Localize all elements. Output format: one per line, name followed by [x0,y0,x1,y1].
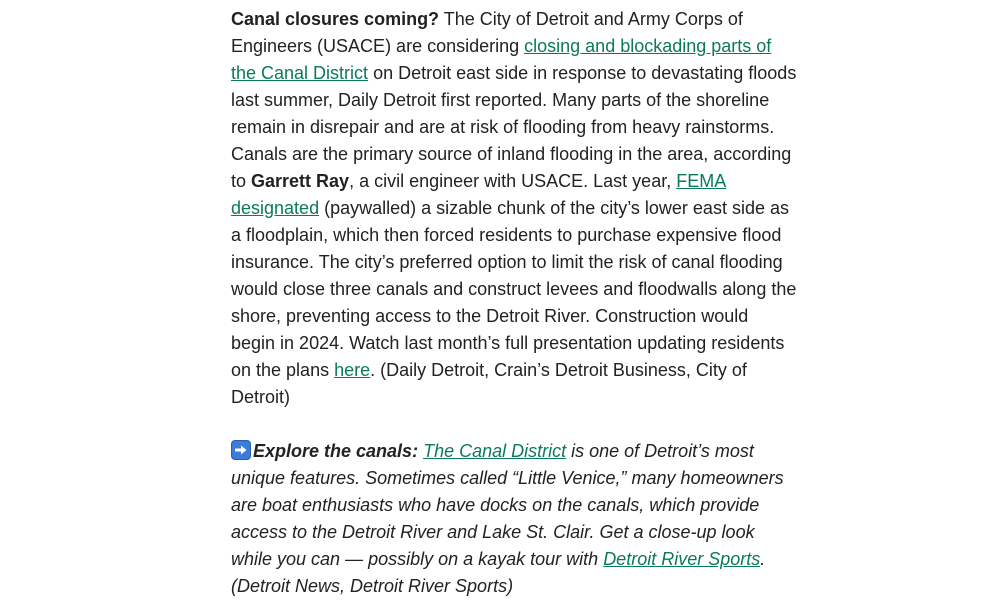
paragraph-text: is one of Detroit’s most unique features. Sometimes called “Little Venice,” many homeowners are boat enthusiasts who have docks on the canals, which provide access to the Detroit River and Lake St. Clair. Get a close-up look while you can — possibly on a kayak tour with [231,441,784,569]
link-detroit-river-sports[interactable]: Detroit River Sports [603,549,761,569]
link-canal-district-closing[interactable]: closing and blockading parts of the Canal District [231,36,772,83]
paragraph-lead: Explore the canals: [253,441,419,461]
article-body [231,6,797,600]
paragraph-text: . (Detroit News, Detroit River Sports) [231,549,766,596]
paragraph-explore-canals [231,438,797,600]
paragraph-text: The City of Detroit and Army Corps of Engineers (USACE) are considering [231,9,743,56]
paragraph-text: . (Daily Detroit, Crain’s Detroit Business, City of Detroit) [231,360,747,407]
paragraph-text: (paywalled) a sizable chunk of the city’s lower east side as a floodplain, which then forced residents to purchase expensive flood insurance. The city’s preferred option to limit the risk of canal flooding would close three canals and construct levees and floodwalls along the shore, preventing access to the Detroit River. Construction would begin in 2024. Watch last month’s full presentation updating residents on the plans [231,198,797,380]
paragraph-text: , a civil engineer with USACE. Last year, [349,171,677,191]
link-presentation-here[interactable]: here [334,360,371,380]
paragraph-text: on Detroit east side in response to devastating floods last summer, Daily Detroit first reported. Many parts of the shoreline remain in disrepair and are at risk of flooding from heavy rainstorms. Canals are the primary source of inland flooding in the area, according to [231,63,797,191]
paragraph-lead: Canal closures coming? [231,9,440,29]
paragraph-canal-closures [231,6,797,411]
link-fema-designated[interactable]: FEMA designated [231,171,727,218]
right-arrow-icon [231,440,251,460]
link-the-canal-district[interactable]: The Canal District [423,441,567,461]
person-name: Garrett Ray [251,171,350,191]
